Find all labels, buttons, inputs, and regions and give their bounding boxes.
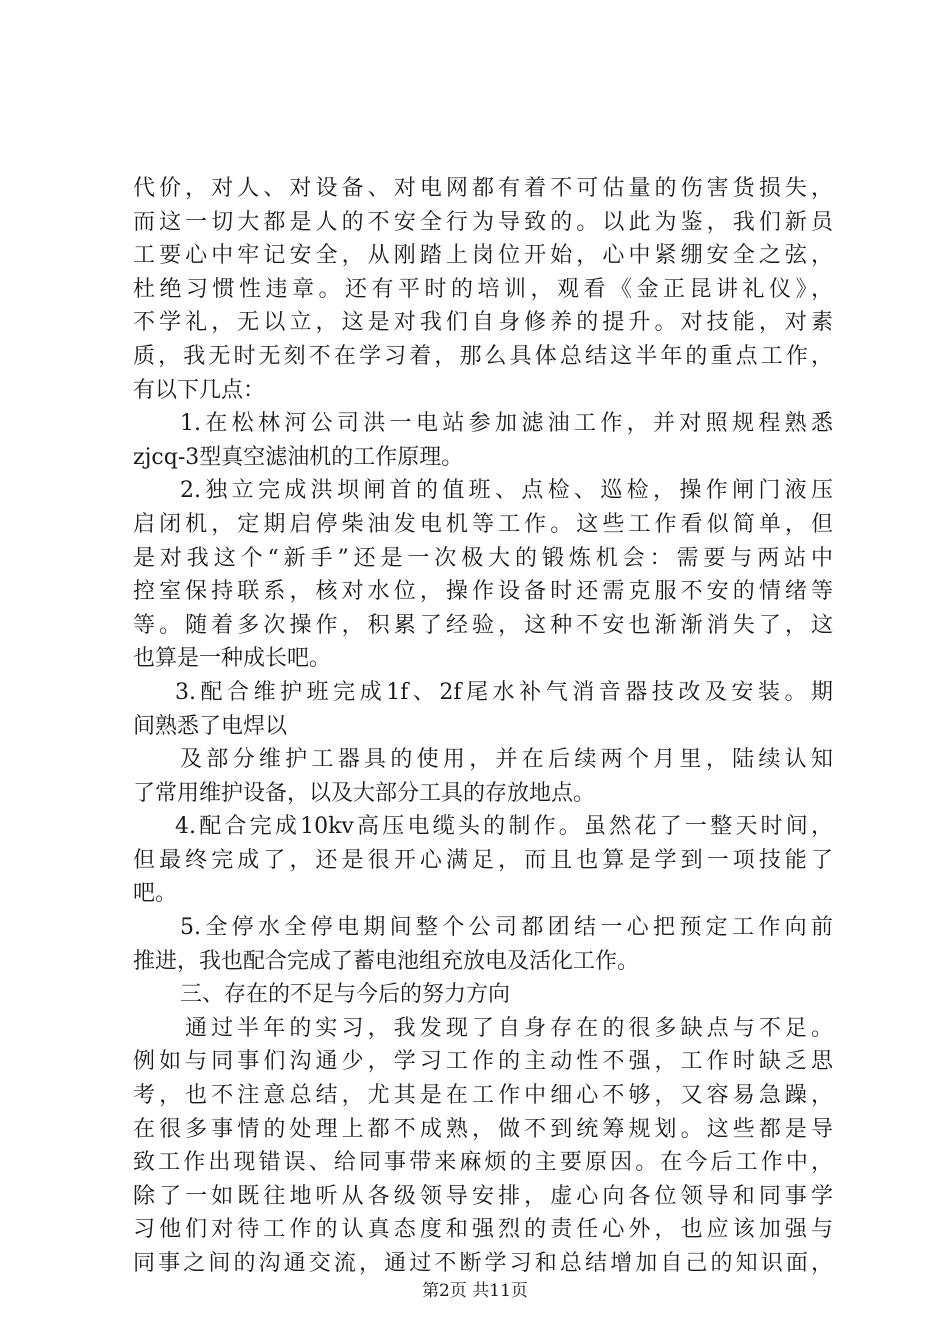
text-line: 不学礼，无以立，这是对我们自身修养的提升。对技能，对素 <box>133 310 833 336</box>
text-line: zjcq-3型真空滤油机的工作原理。 <box>133 444 464 470</box>
text-line: 例如与同事们沟通少，学习工作的主动性不强，工作时缺乏思 <box>133 1049 833 1075</box>
text-line: 考，也不注意总结，尤其是在工作中细心不够，又容易急躁， <box>133 1083 833 1109</box>
list-item-4-line: 4.配合完成10kv高压电缆头的制作。虽然花了一整天时间， <box>175 814 833 840</box>
text-line: 杜绝习惯性违章。还有平时的培训，观看《金正昆讲礼仪》， <box>133 276 833 302</box>
text-line: 代价，对人、对设备、对电网都有着不可估量的伤害货损失， <box>133 176 833 201</box>
text-line: 除了一如既往地听从各级领导安排，虚心向各位领导和同事学 <box>133 1183 833 1209</box>
text-line: 致工作出现错误、给同事带来麻烦的主要原因。在今后工作中， <box>133 1150 833 1176</box>
text-line: 启闭机，定期启停柴油发电机等工作。这些工作看似简单，但 <box>133 511 833 537</box>
list-item-1-line: 1.在松林河公司洪一电站参加滤油工作，并对照规程熟悉 <box>180 411 833 437</box>
list-item-3-line: 3.配合维护班完成1f、2f尾水补气消音器技改及安装。期 <box>175 679 833 705</box>
text-line: 也算是一种成长吧。 <box>133 646 332 672</box>
text-line: 工要心中牢记安全，从刚踏上岗位开始，心中紧绷安全之弦， <box>133 243 833 269</box>
text-line: 是对我这个“新手”还是一次极大的锻炼机会：需要与两站中 <box>133 545 833 571</box>
list-item-2-line: 2.独立完成洪坝闸首的值班、点检、巡检，操作闸门液压 <box>180 478 833 504</box>
text-line: 有以下几点： <box>133 377 266 403</box>
section-heading: 三、存在的不足与今后的努力方向 <box>180 982 511 1008</box>
list-item-5-line: 5.全停水全停电期间整个公司都团结一心把预定工作向前 <box>180 915 833 941</box>
document-body <box>133 172 833 1281</box>
text-line: 而这一切大都是人的不安全行为导致的。以此为鉴，我们新员 <box>133 209 833 235</box>
text-line: 控室保持联系，核对水位，操作设备时还需克服不安的情绪等 <box>133 579 833 605</box>
text-line: 在很多事情的处理上都不成熟，做不到统筹规划。这些都是导 <box>133 1116 833 1142</box>
text-line: 等。随着多次操作，积累了经验，这种不安也渐渐消失了，这 <box>133 612 833 638</box>
text-line: 间熟悉了电焊以 <box>133 713 288 739</box>
text-line: 质，我无时无刻不在学习着，那么具体总结这半年的重点工作， <box>133 343 833 369</box>
page-number-footer: 第2页 共11页 <box>422 1281 528 1301</box>
text-line: 同事之间的沟通交流，通过不断学习和总结增加自己的知识面， <box>133 1251 833 1276</box>
text-line: 但最终完成了，还是很开心满足，而且也算是学到一项技能了 <box>133 847 833 873</box>
text-line: 及部分维护工器具的使用，并在后续两个月里，陆续认知 <box>180 747 833 773</box>
text-line: 吧。 <box>133 881 178 907</box>
text-line: 习他们对待工作的认真态度和强烈的责任心外，也应该加强与 <box>133 1217 833 1243</box>
text-line: 了常用维护设备，以及大部分工具的存放地点。 <box>133 780 596 806</box>
text-line: 推进，我也配合完成了蓄电池组充放电及活化工作。 <box>133 948 640 974</box>
text-line: 通过半年的实习，我发现了自身存在的很多缺点与不足。 <box>185 1015 833 1041</box>
